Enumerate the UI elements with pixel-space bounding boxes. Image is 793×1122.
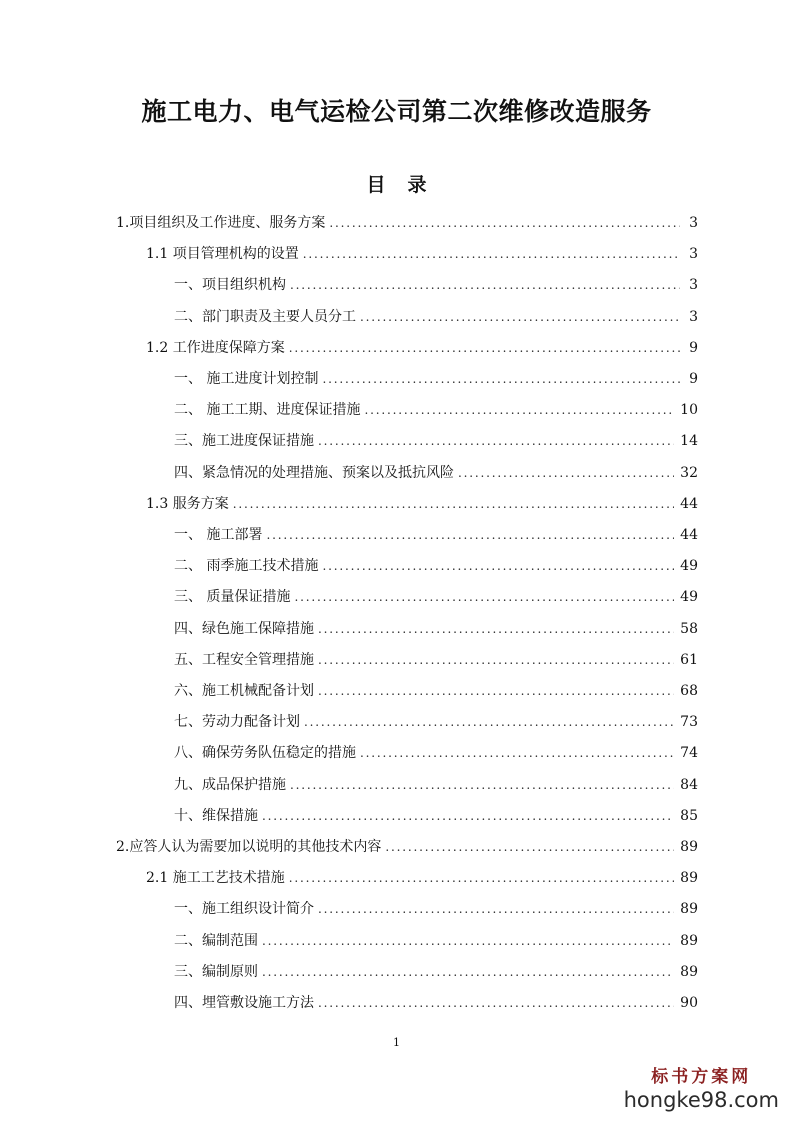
toc-dot-leader	[360, 743, 674, 763]
toc-dot-leader	[289, 338, 680, 358]
toc-entry-label: 一、项目组织机构	[174, 277, 286, 294]
toc-entry-page-number: 89	[680, 901, 698, 918]
toc-entry-page-number: 89	[680, 839, 698, 855]
toc-entry-label: 二、编制范围	[174, 932, 258, 949]
toc-dot-leader	[364, 400, 674, 420]
toc-entry-label: 四、绿色施工保障措施	[174, 620, 314, 637]
toc-entry-level-3[interactable]	[174, 307, 698, 327]
toc-entry-level-3[interactable]	[174, 775, 698, 795]
toc-dot-leader	[458, 463, 674, 483]
toc-entry-page-number: 58	[680, 620, 698, 637]
toc-entry-level-3[interactable]	[174, 962, 698, 982]
toc-entry-page-number: 90	[680, 995, 698, 1011]
toc-entry-label: 2.应答人认为需要加以说明的其他技术内容	[116, 839, 382, 855]
toc-entry-level-3[interactable]	[174, 899, 698, 919]
toc-dot-leader	[262, 962, 674, 982]
toc-entry-page-number: 68	[680, 683, 698, 699]
toc-entry-label: 1.1 项目管理机构的设置	[146, 246, 299, 263]
toc-entry-label: 二、 雨季施工技术措施	[174, 558, 319, 575]
toc-entry-level-3[interactable]	[174, 806, 698, 826]
toc-entry-page-number: 44	[680, 495, 698, 512]
toc-entry-label: 九、成品保护措施	[174, 776, 286, 793]
toc-entry-page-number: 32	[680, 464, 698, 481]
toc-entry-label: 六、施工机械配备计划	[174, 683, 314, 699]
toc-dot-leader	[262, 931, 674, 951]
toc-dot-leader	[266, 525, 674, 545]
toc-dot-leader	[318, 431, 674, 451]
toc-entry-level-3[interactable]	[174, 556, 698, 576]
toc-entry-level-2[interactable]	[146, 244, 698, 264]
toc-entry-page-number: 73	[680, 714, 698, 731]
toc-entry-page-number: 49	[680, 589, 698, 606]
toc-entry-label: 2.1 施工工艺技术措施	[146, 870, 285, 887]
toc-dot-leader	[322, 556, 674, 576]
toc-entry-label: 七、劳动力配备计划	[174, 714, 300, 731]
toc-entry-page-number: 89	[680, 963, 698, 980]
toc-entry-level-2[interactable]	[146, 868, 698, 888]
toc-entry-label: 三、施工进度保证措施	[174, 433, 314, 450]
toc-dot-leader	[318, 619, 674, 639]
toc-dot-leader	[318, 681, 674, 701]
toc-entry-label: 三、 质量保证措施	[174, 589, 291, 606]
toc-entry-label: 1.项目组织及工作进度、服务方案	[116, 215, 326, 231]
toc-entry-level-3[interactable]	[174, 993, 698, 1013]
toc-heading-char-1: 目	[366, 174, 386, 196]
toc-dot-leader	[233, 494, 674, 514]
toc-entry-label: 四、埋管敷设施工方法	[174, 995, 314, 1011]
page-number: 1	[393, 1036, 400, 1049]
toc-entry-label: 二、 施工工期、进度保证措施	[174, 402, 361, 419]
toc-entry-label: 三、编制原则	[174, 963, 258, 980]
toc-entry-page-number: 84	[680, 776, 698, 793]
toc-entry-page-number: 89	[680, 870, 698, 887]
toc-entry-label: 一、施工组织设计简介	[174, 901, 314, 918]
toc-dot-leader	[318, 650, 674, 670]
toc-heading-char-2: 录	[407, 174, 427, 196]
toc-entry-label: 四、紧急情况的处理措施、预案以及抵抗风险	[174, 464, 454, 481]
toc-entry-page-number: 85	[680, 807, 698, 824]
toc-entry-level-3[interactable]	[174, 931, 698, 951]
toc-dot-leader	[294, 587, 674, 607]
toc-dot-leader	[329, 213, 680, 233]
toc-entry-level-3[interactable]	[174, 369, 698, 389]
watermark-line-2: hongke98.com	[623, 1088, 779, 1112]
toc-entry-page-number: 44	[680, 527, 698, 543]
toc-entry-page-number: 3	[689, 308, 698, 325]
toc-entry-label: 五、工程安全管理措施	[174, 651, 314, 668]
toc-entry-page-number: 9	[689, 371, 698, 387]
toc-dot-leader	[289, 868, 674, 888]
toc-entry-level-1[interactable]	[116, 213, 698, 233]
toc-dot-leader	[318, 899, 674, 919]
toc-dot-leader	[290, 275, 680, 295]
toc-entry-page-number: 9	[689, 339, 698, 356]
toc-entry-page-number: 89	[680, 932, 698, 949]
toc-entry-level-3[interactable]	[174, 400, 698, 420]
toc-entry-label: 1.2 工作进度保障方案	[146, 339, 285, 356]
toc-dot-leader	[322, 369, 680, 389]
watermark-logo	[624, 1066, 779, 1112]
toc-entry-level-3[interactable]	[174, 431, 698, 451]
toc-entry-level-2[interactable]	[146, 494, 698, 514]
toc-dot-leader	[385, 837, 674, 857]
toc-entry-level-3[interactable]	[174, 619, 698, 639]
toc-dot-leader	[303, 244, 680, 264]
toc-entry-level-2[interactable]	[146, 338, 698, 358]
toc-entry-level-3[interactable]	[174, 743, 698, 763]
toc-dot-leader	[262, 806, 674, 826]
toc-entry-page-number: 61	[680, 651, 698, 668]
toc-entry-page-number: 49	[680, 558, 698, 575]
toc-entry-page-number: 74	[680, 745, 698, 762]
toc-entry-level-3[interactable]	[174, 587, 698, 607]
toc-entry-level-3[interactable]	[174, 650, 698, 670]
toc-entry-label: 1.3 服务方案	[146, 495, 229, 512]
document-title: 施工电力、电气运检公司第二次维修改造服务	[141, 97, 652, 126]
toc-entry-label: 一、 施工进度计划控制	[174, 371, 319, 387]
toc-entry-label: 一、 施工部署	[174, 527, 263, 543]
toc-entry-level-3[interactable]	[174, 275, 698, 295]
toc-dot-leader	[304, 712, 674, 732]
toc-entry-page-number: 3	[689, 215, 698, 231]
toc-entry-page-number: 3	[689, 246, 698, 263]
toc-entry-page-number: 10	[680, 402, 698, 419]
toc-dot-leader	[290, 775, 674, 795]
toc-entry-level-3[interactable]	[174, 712, 698, 732]
toc-entry-page-number: 3	[689, 277, 698, 294]
toc-dot-leader	[318, 993, 674, 1013]
toc-entry-page-number: 14	[680, 433, 698, 450]
watermark-line-1: 标书方案网	[651, 1067, 752, 1087]
toc-entry-label: 十、维保措施	[174, 807, 258, 824]
toc-heading	[0, 170, 793, 197]
toc-entry-level-3[interactable]	[174, 525, 698, 545]
toc-entry-label: 二、部门职责及主要人员分工	[174, 308, 356, 325]
toc-dot-leader	[360, 307, 680, 327]
toc-entry-label: 八、确保劳务队伍稳定的措施	[174, 745, 356, 762]
toc-entry-level-3[interactable]	[174, 463, 698, 483]
toc-entry-level-3[interactable]	[174, 681, 698, 701]
toc-entry-level-1[interactable]	[116, 837, 698, 857]
